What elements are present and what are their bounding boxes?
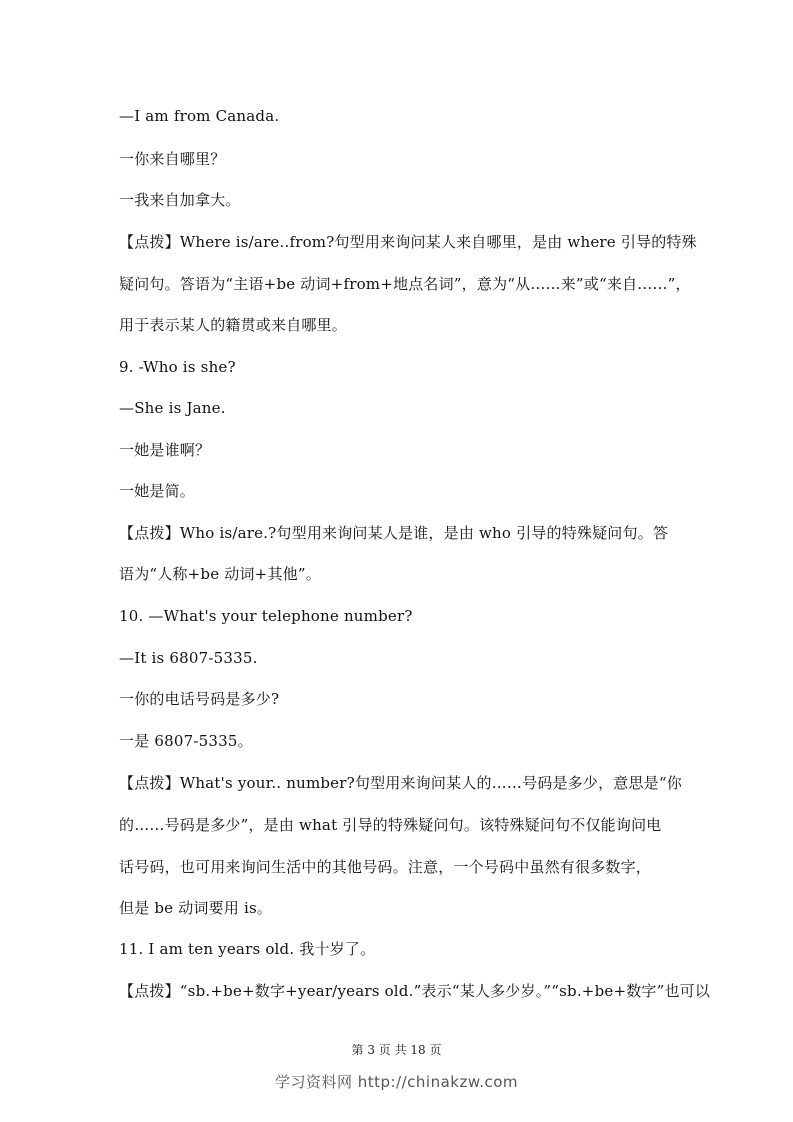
hint-paragraph-line: 语为“人称+be 动词+其他”。 xyxy=(119,565,321,583)
hint-paragraph-line: 话号码，也可用来询问生活中的其他号码。注意，一个号码中虽然有很多数字， xyxy=(119,858,652,876)
watermark-text: 学习资料网 http://chinakzw.com xyxy=(274,1073,519,1091)
hint-paragraph-line: 【点拨】What's your.. number?句型用来询问某人的……号码是多少，意思是“你 xyxy=(119,774,682,792)
page-number: 第 3 页 共 18 页 xyxy=(351,1043,442,1057)
question-line: 9. -Who is she? xyxy=(119,358,236,376)
hint-paragraph-line: 疑问句。答语为“主语+be 动词+from+地点名词”，意为“从……来”或“来自……”， xyxy=(119,275,691,293)
question-line: 11. I am ten years old. 我十岁了。 xyxy=(119,940,376,958)
text-line: 一她是谁啊？ xyxy=(119,441,211,459)
text-line: 一是 6807-5335。 xyxy=(119,732,253,750)
text-line: —I am from Canada. xyxy=(119,107,280,125)
hint-paragraph-line: 的……号码是多少”，是由 what 引导的特殊疑问句。该特殊疑问句不仅能询问电 xyxy=(119,816,662,834)
hint-paragraph-line: 【点拨】“sb.+be+数字+year/years old.”表示“某人多少岁。”“sb.+be+数字”也可以 xyxy=(119,982,711,1000)
hint-paragraph-line: 用于表示某人的籍贯或来自哪里。 xyxy=(119,316,348,334)
text-line: 一你的电话号码是多少? xyxy=(119,690,280,708)
text-line: —She is Jane. xyxy=(119,399,226,417)
hint-paragraph-line: 但是 be 动词要用 is。 xyxy=(119,899,273,917)
hint-paragraph-line: 【点拨】Where is/are..from?句型用来询问某人来自哪里，是由 where 引导的特殊 xyxy=(119,233,697,251)
question-line: 10. —What's your telephone number? xyxy=(119,607,413,625)
text-line: —It is 6807-5335. xyxy=(119,649,258,667)
text-line: 一她是简。 xyxy=(119,482,196,500)
text-line: 一我来自加拿大。 xyxy=(119,191,241,209)
text-line: 一你来自哪里？ xyxy=(119,150,226,168)
hint-paragraph-line: 【点拨】Who is/are.?句型用来询问某人是谁，是由 who 引导的特殊疑问句。答 xyxy=(119,524,669,542)
